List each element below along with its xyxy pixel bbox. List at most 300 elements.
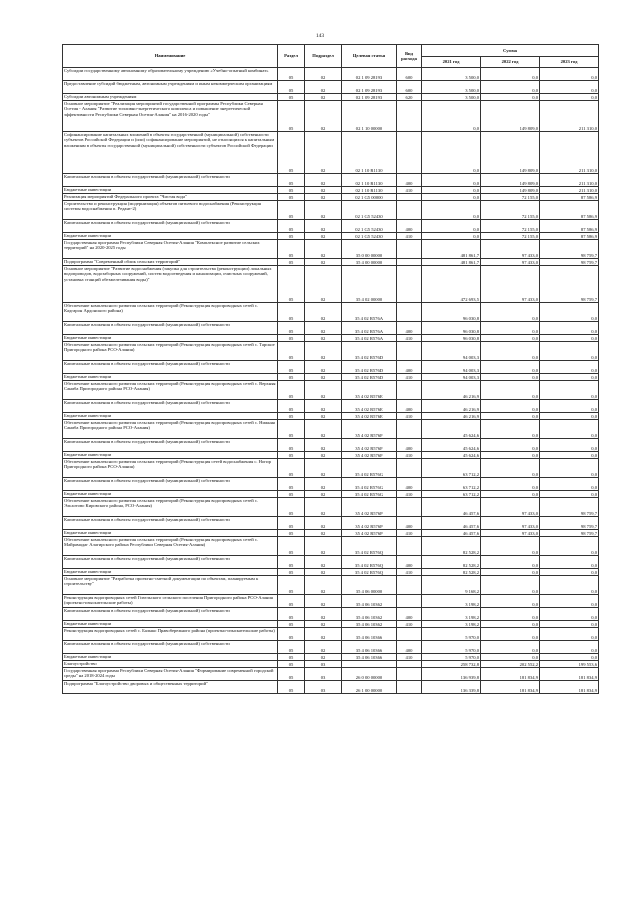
cell-y2021: 472 693,5 bbox=[422, 266, 481, 303]
cell-subsection: 02 bbox=[305, 641, 342, 654]
cell-y2023: 98 759,7 bbox=[540, 266, 599, 303]
cell-target: 02 1 09 28193 bbox=[342, 68, 397, 81]
cell-y2021: 45 624,6 bbox=[422, 420, 481, 439]
cell-target: 35 4 02 R576F bbox=[342, 452, 397, 459]
cell-y2022: 0,0 bbox=[481, 556, 540, 569]
cell-subsection: 02 bbox=[305, 361, 342, 374]
cell-subsection: 02 bbox=[305, 439, 342, 452]
cell-y2023: 0,0 bbox=[540, 413, 599, 420]
table-row bbox=[63, 576, 599, 595]
cell-y2022: 0,0 bbox=[481, 621, 540, 628]
cell-subsection: 02 bbox=[305, 220, 342, 233]
cell-section: 05 bbox=[278, 654, 305, 661]
cell-target: 35 4 02 R576A bbox=[342, 322, 397, 335]
cell-y2022: 72 155,0 bbox=[481, 201, 540, 220]
cell-y2022: 149 809,0 bbox=[481, 187, 540, 194]
cell-subsection: 03 bbox=[305, 661, 342, 668]
cell-type: 400 bbox=[397, 361, 422, 374]
cell-y2021: 0,0 bbox=[422, 194, 481, 201]
cell-section: 05 bbox=[278, 101, 305, 132]
cell-y2022: 0,0 bbox=[481, 608, 540, 621]
cell-y2022: 72 155,0 bbox=[481, 194, 540, 201]
cell-name: Бюджетные инвестиции bbox=[63, 413, 278, 420]
cell-y2023: 98 759,7 bbox=[540, 530, 599, 537]
cell-subsection: 02 bbox=[305, 654, 342, 661]
cell-section: 05 bbox=[278, 628, 305, 641]
cell-section: 05 bbox=[278, 608, 305, 621]
cell-name: Бюджетные инвестиции bbox=[63, 621, 278, 628]
cell-target: 02 1 G5 52430 bbox=[342, 233, 397, 240]
cell-y2021: 3 198,2 bbox=[422, 608, 481, 621]
cell-y2022: 0,0 bbox=[481, 478, 540, 491]
cell-type: 410 bbox=[397, 491, 422, 498]
table-row bbox=[63, 233, 599, 240]
cell-type bbox=[397, 498, 422, 517]
cell-y2023: 0,0 bbox=[540, 303, 599, 322]
table-row bbox=[63, 194, 599, 201]
cell-y2022: 0,0 bbox=[481, 628, 540, 641]
cell-y2022: 0,0 bbox=[481, 452, 540, 459]
cell-target: 02 1 10 R1130 bbox=[342, 187, 397, 194]
cell-type bbox=[397, 668, 422, 681]
cell-y2023: 0,0 bbox=[540, 576, 599, 595]
cell-y2022: 0,0 bbox=[481, 420, 540, 439]
cell-type bbox=[397, 628, 422, 641]
table-row bbox=[63, 322, 599, 335]
table-row bbox=[63, 498, 599, 517]
cell-section: 05 bbox=[278, 661, 305, 668]
cell-y2021: 3 198,2 bbox=[422, 595, 481, 608]
cell-section: 05 bbox=[278, 491, 305, 498]
cell-target: 35 0 00 00000 bbox=[342, 240, 397, 259]
cell-y2021: 0,0 bbox=[422, 174, 481, 187]
table-row bbox=[63, 81, 599, 94]
cell-target: 02 1 G5 52430 bbox=[342, 220, 397, 233]
header-year-2022: 2022 год bbox=[481, 57, 540, 68]
cell-subsection: 02 bbox=[305, 413, 342, 420]
cell-y2022: 0,0 bbox=[481, 569, 540, 576]
cell-section: 05 bbox=[278, 381, 305, 400]
cell-subsection: 02 bbox=[305, 335, 342, 342]
cell-target: 35 4 02 R576F bbox=[342, 420, 397, 439]
cell-y2022: 149 809,0 bbox=[481, 132, 540, 174]
cell-target: 02 1 10 00000 bbox=[342, 101, 397, 132]
cell-y2022: 0,0 bbox=[481, 81, 540, 94]
cell-y2023: 181 834,9 bbox=[540, 668, 599, 681]
table-row bbox=[63, 608, 599, 621]
cell-type bbox=[397, 381, 422, 400]
table-header bbox=[63, 45, 599, 68]
table-row bbox=[63, 641, 599, 654]
page-number: 143 bbox=[315, 33, 325, 39]
cell-y2023: 0,0 bbox=[540, 361, 599, 374]
cell-y2023: 0,0 bbox=[540, 478, 599, 491]
cell-y2021: 46 457,6 bbox=[422, 530, 481, 537]
cell-y2023: 211 310,0 bbox=[540, 187, 599, 194]
cell-subsection: 02 bbox=[305, 187, 342, 194]
cell-name: Капитальные вложения в объекты государственной (муниципальной) собственности bbox=[63, 478, 278, 491]
table-row bbox=[63, 556, 599, 569]
cell-y2021: 5 970,0 bbox=[422, 628, 481, 641]
cell-y2022: 149 809,0 bbox=[481, 174, 540, 187]
cell-y2021: 46 216,9 bbox=[422, 400, 481, 413]
cell-type bbox=[397, 240, 422, 259]
cell-section: 05 bbox=[278, 266, 305, 303]
cell-target: 35 4 00 00000 bbox=[342, 259, 397, 266]
cell-target: 35 4 02 R576E bbox=[342, 400, 397, 413]
cell-name: Бюджетные инвестиции bbox=[63, 491, 278, 498]
cell-subsection: 02 bbox=[305, 233, 342, 240]
cell-y2022: 97 433,0 bbox=[481, 266, 540, 303]
cell-y2023: 0,0 bbox=[540, 595, 599, 608]
cell-type: 600 bbox=[397, 81, 422, 94]
cell-y2021: 96 030,8 bbox=[422, 303, 481, 322]
table-row bbox=[63, 439, 599, 452]
cell-name: Бюджетные инвестиции bbox=[63, 233, 278, 240]
cell-type: 400 bbox=[397, 556, 422, 569]
cell-y2022: 97 433,0 bbox=[481, 498, 540, 517]
cell-target bbox=[342, 661, 397, 668]
cell-type: 410 bbox=[397, 654, 422, 661]
cell-name: Капитальные вложения в объекты государственной (муниципальной) собственности bbox=[63, 400, 278, 413]
table-row bbox=[63, 201, 599, 220]
table-row bbox=[63, 628, 599, 641]
cell-target: 35 4 02 R576G bbox=[342, 459, 397, 478]
table-row bbox=[63, 94, 599, 101]
cell-target: 35 4 06 10362 bbox=[342, 608, 397, 621]
cell-y2021: 46 216,9 bbox=[422, 413, 481, 420]
cell-y2021: 481 861,7 bbox=[422, 240, 481, 259]
cell-y2022: 0,0 bbox=[481, 335, 540, 342]
cell-y2022: 0,0 bbox=[481, 322, 540, 335]
table-row bbox=[63, 491, 599, 498]
cell-subsection: 03 bbox=[305, 681, 342, 694]
cell-subsection: 02 bbox=[305, 576, 342, 595]
cell-y2021: 94 003,3 bbox=[422, 374, 481, 381]
cell-target: 35 4 02 R576G bbox=[342, 491, 397, 498]
cell-y2022: 0,0 bbox=[481, 374, 540, 381]
cell-type: 400 bbox=[397, 439, 422, 452]
cell-name: Капитальные вложения в объекты государственной (муниципальной) собственности bbox=[63, 220, 278, 233]
cell-y2021: 136 339,8 bbox=[422, 681, 481, 694]
cell-target: 35 4 06 00000 bbox=[342, 576, 397, 595]
cell-subsection: 02 bbox=[305, 303, 342, 322]
header-sum: Сумма bbox=[422, 45, 599, 57]
cell-section: 05 bbox=[278, 220, 305, 233]
cell-section: 05 bbox=[278, 621, 305, 628]
cell-section: 05 bbox=[278, 194, 305, 201]
cell-name: Бюджетные инвестиции bbox=[63, 187, 278, 194]
cell-section: 05 bbox=[278, 187, 305, 194]
cell-y2021: 45 624,6 bbox=[422, 452, 481, 459]
cell-target: 02 1 G5 52430 bbox=[342, 201, 397, 220]
cell-y2021: 3 500,0 bbox=[422, 81, 481, 94]
cell-y2023: 98 759,7 bbox=[540, 517, 599, 530]
cell-y2023: 0,0 bbox=[540, 420, 599, 439]
cell-subsection: 02 bbox=[305, 132, 342, 174]
cell-subsection: 02 bbox=[305, 608, 342, 621]
cell-y2021: 0,0 bbox=[422, 187, 481, 194]
cell-type: 600 bbox=[397, 68, 422, 81]
cell-subsection: 02 bbox=[305, 491, 342, 498]
table-row bbox=[63, 101, 599, 132]
header-target: Целевая статья bbox=[342, 45, 397, 68]
cell-target: 35 4 02 R576P bbox=[342, 530, 397, 537]
cell-target: 35 4 02 R576F bbox=[342, 439, 397, 452]
cell-section: 05 bbox=[278, 556, 305, 569]
table-row bbox=[63, 420, 599, 439]
table-row bbox=[63, 374, 599, 381]
cell-subsection: 02 bbox=[305, 101, 342, 132]
cell-y2023: 0,0 bbox=[540, 641, 599, 654]
cell-y2022: 72 155,0 bbox=[481, 220, 540, 233]
cell-y2023: 0,0 bbox=[540, 335, 599, 342]
table-row bbox=[63, 621, 599, 628]
cell-name: Предоставление субсидий бюджетным, автономным учреждениям и иным некоммерческим организациям bbox=[63, 81, 278, 94]
table-row bbox=[63, 530, 599, 537]
cell-section: 05 bbox=[278, 94, 305, 101]
cell-type bbox=[397, 132, 422, 174]
cell-y2022: 0,0 bbox=[481, 381, 540, 400]
cell-y2023: 87 586,9 bbox=[540, 233, 599, 240]
table-row bbox=[63, 361, 599, 374]
table-row bbox=[63, 220, 599, 233]
cell-subsection: 02 bbox=[305, 266, 342, 303]
cell-y2022: 97 433,0 bbox=[481, 517, 540, 530]
cell-y2023: 0,0 bbox=[540, 374, 599, 381]
cell-y2022: 181 834,9 bbox=[481, 681, 540, 694]
cell-name: Бюджетные инвестиции bbox=[63, 569, 278, 576]
cell-y2021: 136 939,8 bbox=[422, 668, 481, 681]
cell-name: Благоустройство bbox=[63, 661, 278, 668]
cell-y2023: 98 759,7 bbox=[540, 259, 599, 266]
cell-y2022: 72 155,0 bbox=[481, 233, 540, 240]
cell-y2022: 0,0 bbox=[481, 303, 540, 322]
cell-y2023: 0,0 bbox=[540, 94, 599, 101]
cell-y2022: 202 552,2 bbox=[481, 661, 540, 668]
cell-type: 410 bbox=[397, 233, 422, 240]
cell-y2021: 0,0 bbox=[422, 101, 481, 132]
cell-type: 410 bbox=[397, 374, 422, 381]
cell-y2023: 0,0 bbox=[540, 459, 599, 478]
header-year-2023: 2023 год bbox=[540, 57, 599, 68]
cell-name: Реконструкция водопроводных сетей с. Балыко Правобережного района (проектно-изыскательские работы) bbox=[63, 628, 278, 641]
cell-y2023: 0,0 bbox=[540, 452, 599, 459]
cell-name: Капитальные вложения в объекты государственной (муниципальной) собственности bbox=[63, 174, 278, 187]
cell-section: 05 bbox=[278, 400, 305, 413]
cell-type: 400 bbox=[397, 608, 422, 621]
cell-section: 05 bbox=[278, 517, 305, 530]
cell-target: 35 4 02 R576E bbox=[342, 413, 397, 420]
cell-name: Государственная программа Республики Северная Осетия-Алания "Формирование современной городской среды" на 2018-2024 годы bbox=[63, 668, 278, 681]
cell-name: Бюджетные инвестиции bbox=[63, 530, 278, 537]
table-row bbox=[63, 303, 599, 322]
cell-y2022: 0,0 bbox=[481, 361, 540, 374]
cell-y2023: 0,0 bbox=[540, 569, 599, 576]
cell-target: 02 1 10 R1130 bbox=[342, 132, 397, 174]
cell-section: 05 bbox=[278, 420, 305, 439]
cell-subsection: 02 bbox=[305, 400, 342, 413]
cell-y2022: 0,0 bbox=[481, 459, 540, 478]
cell-y2022: 97 433,0 bbox=[481, 240, 540, 259]
cell-y2021: 5 970,0 bbox=[422, 654, 481, 661]
cell-section: 05 bbox=[278, 374, 305, 381]
cell-subsection: 02 bbox=[305, 452, 342, 459]
cell-y2022: 0,0 bbox=[481, 595, 540, 608]
cell-y2022: 181 834,9 bbox=[481, 668, 540, 681]
header-section: Раздел bbox=[278, 45, 305, 68]
table-row bbox=[63, 537, 599, 556]
cell-y2021: 3 198,2 bbox=[422, 621, 481, 628]
cell-target: 26 0 00 00000 bbox=[342, 668, 397, 681]
cell-y2021: 0,0 bbox=[422, 201, 481, 220]
cell-y2023: 0,0 bbox=[540, 342, 599, 361]
cell-y2023: 0,0 bbox=[540, 537, 599, 556]
cell-target: 35 4 02 R576Q bbox=[342, 556, 397, 569]
cell-subsection: 02 bbox=[305, 478, 342, 491]
cell-y2023: 0,0 bbox=[540, 556, 599, 569]
cell-y2022: 0,0 bbox=[481, 491, 540, 498]
cell-type: 620 bbox=[397, 94, 422, 101]
cell-name: Бюджетные инвестиции bbox=[63, 452, 278, 459]
cell-subsection: 02 bbox=[305, 569, 342, 576]
cell-y2023: 211 310,0 bbox=[540, 101, 599, 132]
cell-section: 05 bbox=[278, 530, 305, 537]
cell-y2023: 0,0 bbox=[540, 439, 599, 452]
cell-y2021: 3 500,0 bbox=[422, 94, 481, 101]
cell-type bbox=[397, 303, 422, 322]
cell-target: 35 4 02 R576D bbox=[342, 342, 397, 361]
table-row bbox=[63, 459, 599, 478]
cell-section: 05 bbox=[278, 322, 305, 335]
cell-y2022: 0,0 bbox=[481, 439, 540, 452]
cell-section: 05 bbox=[278, 478, 305, 491]
cell-y2021: 82 528,2 bbox=[422, 556, 481, 569]
cell-name: Капитальные вложения в объекты государственной (муниципальной) собственности bbox=[63, 361, 278, 374]
cell-target: 35 4 06 10366 bbox=[342, 628, 397, 641]
cell-name: Софинансирование капитальных вложений в объекты государственной (муниципальной) собственности субъектов Российской Федерации и (или) софинансирование мероприятий, не относящихся к капитальным вложениям в объекты государственной (муниципальной) собственности субъектов Российской Федерации bbox=[63, 132, 278, 174]
cell-type bbox=[397, 259, 422, 266]
cell-name: Основное мероприятие "Реализация мероприятий государственной программы Республики Северная Осетия - Алания "Развитие топливно-энергетического комплекса и повышение энергетической эффективности Республики Северная Осетия-Алания" на 2016-2020 годы" bbox=[63, 101, 278, 132]
cell-type: 400 bbox=[397, 322, 422, 335]
table-row bbox=[63, 381, 599, 400]
cell-y2021: 0,0 bbox=[422, 132, 481, 174]
cell-y2023: 0,0 bbox=[540, 628, 599, 641]
cell-y2023: 0,0 bbox=[540, 491, 599, 498]
cell-target: 35 4 02 R576Q bbox=[342, 569, 397, 576]
table-row bbox=[63, 595, 599, 608]
cell-y2021: 45 624,6 bbox=[422, 439, 481, 452]
cell-y2023: 211 310,0 bbox=[540, 132, 599, 174]
cell-type: 410 bbox=[397, 452, 422, 459]
cell-name: Обеспечение комплексного развития сельских территорий (Реконструкция водопроводных сетей с. Майрамадаг Алагирского района Республики Северная Осетия-Алания) bbox=[63, 537, 278, 556]
cell-type bbox=[397, 681, 422, 694]
cell-section: 05 bbox=[278, 576, 305, 595]
cell-subsection: 02 bbox=[305, 537, 342, 556]
cell-subsection: 02 bbox=[305, 621, 342, 628]
cell-y2022: 0,0 bbox=[481, 342, 540, 361]
header-year-2021: 2021 год bbox=[422, 57, 481, 68]
cell-name: Обеспечение комплексного развития сельских территорий (Реконструкция водопроводных сетей с. Тарское Пригородного района РСО-Алания) bbox=[63, 342, 278, 361]
cell-section: 05 bbox=[278, 681, 305, 694]
cell-y2021: 0,0 bbox=[422, 233, 481, 240]
cell-section: 05 bbox=[278, 668, 305, 681]
cell-type: 400 bbox=[397, 641, 422, 654]
cell-type bbox=[397, 595, 422, 608]
cell-target: 02 1 09 28193 bbox=[342, 81, 397, 94]
header-name: Наименование bbox=[63, 45, 278, 68]
cell-target: 35 4 06 10366 bbox=[342, 641, 397, 654]
cell-y2022: 0,0 bbox=[481, 654, 540, 661]
cell-type: 400 bbox=[397, 517, 422, 530]
cell-y2021: 63 712,2 bbox=[422, 491, 481, 498]
table-row bbox=[63, 68, 599, 81]
cell-target: 35 4 02 R576P bbox=[342, 517, 397, 530]
cell-y2021: 63 712,2 bbox=[422, 478, 481, 491]
cell-y2023: 0,0 bbox=[540, 654, 599, 661]
cell-y2022: 0,0 bbox=[481, 537, 540, 556]
cell-type: 400 bbox=[397, 478, 422, 491]
cell-type: 410 bbox=[397, 530, 422, 537]
cell-section: 05 bbox=[278, 259, 305, 266]
cell-subsection: 02 bbox=[305, 628, 342, 641]
cell-subsection: 02 bbox=[305, 595, 342, 608]
cell-section: 05 bbox=[278, 595, 305, 608]
table-row bbox=[63, 266, 599, 303]
cell-target: 35 4 02 R576E bbox=[342, 381, 397, 400]
cell-target: 35 4 02 R576D bbox=[342, 361, 397, 374]
cell-subsection: 02 bbox=[305, 517, 342, 530]
cell-section: 05 bbox=[278, 81, 305, 94]
cell-subsection: 02 bbox=[305, 374, 342, 381]
cell-name: Реконструкция водопроводных сетей Гизельского сельского поселения Пригородного района РСО-Алания (проектно-изыскательские работы) bbox=[63, 595, 278, 608]
cell-target: 02 1 10 R1130 bbox=[342, 174, 397, 187]
cell-target: 35 4 02 R576D bbox=[342, 374, 397, 381]
table-row bbox=[63, 478, 599, 491]
cell-y2022: 0,0 bbox=[481, 94, 540, 101]
cell-name: Капитальные вложения в объекты государственной (муниципальной) собственности bbox=[63, 608, 278, 621]
table-row bbox=[63, 132, 599, 174]
cell-name: Капитальные вложения в объекты государственной (муниципальной) собственности bbox=[63, 517, 278, 530]
cell-subsection: 02 bbox=[305, 259, 342, 266]
cell-y2021: 82 528,2 bbox=[422, 537, 481, 556]
cell-name: Капитальные вложения в объекты государственной (муниципальной) собственности bbox=[63, 322, 278, 335]
cell-section: 05 bbox=[278, 201, 305, 220]
cell-subsection: 02 bbox=[305, 322, 342, 335]
table-row bbox=[63, 452, 599, 459]
cell-y2023: 0,0 bbox=[540, 68, 599, 81]
header-subsection: Подраздел bbox=[305, 45, 342, 68]
cell-section: 05 bbox=[278, 68, 305, 81]
cell-name: Бюджетные инвестиции bbox=[63, 374, 278, 381]
cell-y2023: 87 586,9 bbox=[540, 194, 599, 201]
cell-name: Бюджетные инвестиции bbox=[63, 654, 278, 661]
cell-y2023: 181 834,9 bbox=[540, 681, 599, 694]
cell-name: Капитальные вложения в объекты государственной (муниципальной) собственности bbox=[63, 556, 278, 569]
cell-section: 05 bbox=[278, 240, 305, 259]
cell-name: Обеспечение комплексного развития сельских территорий (Реконструкция водопроводных сетей с. Эльхотово Кировского района, РСО-Алания) bbox=[63, 498, 278, 517]
cell-type: 400 bbox=[397, 220, 422, 233]
cell-y2022: 97 433,0 bbox=[481, 259, 540, 266]
cell-section: 05 bbox=[278, 342, 305, 361]
cell-section: 05 bbox=[278, 439, 305, 452]
cell-y2021: 94 003,3 bbox=[422, 361, 481, 374]
cell-y2021: 94 003,3 bbox=[422, 342, 481, 361]
cell-name: Капитальные вложения в объекты государственной (муниципальной) собственности bbox=[63, 641, 278, 654]
cell-y2021: 46 216,9 bbox=[422, 381, 481, 400]
cell-name: Основное мероприятие "Развитие водоснабжения (закупка для строительства (реконструкции) локальных водопроводов, водозаборных сооружений, систем водоотведения и канализации, очистных сооружений, установка станций обезжелезивания воды)" bbox=[63, 266, 278, 303]
cell-section: 05 bbox=[278, 569, 305, 576]
